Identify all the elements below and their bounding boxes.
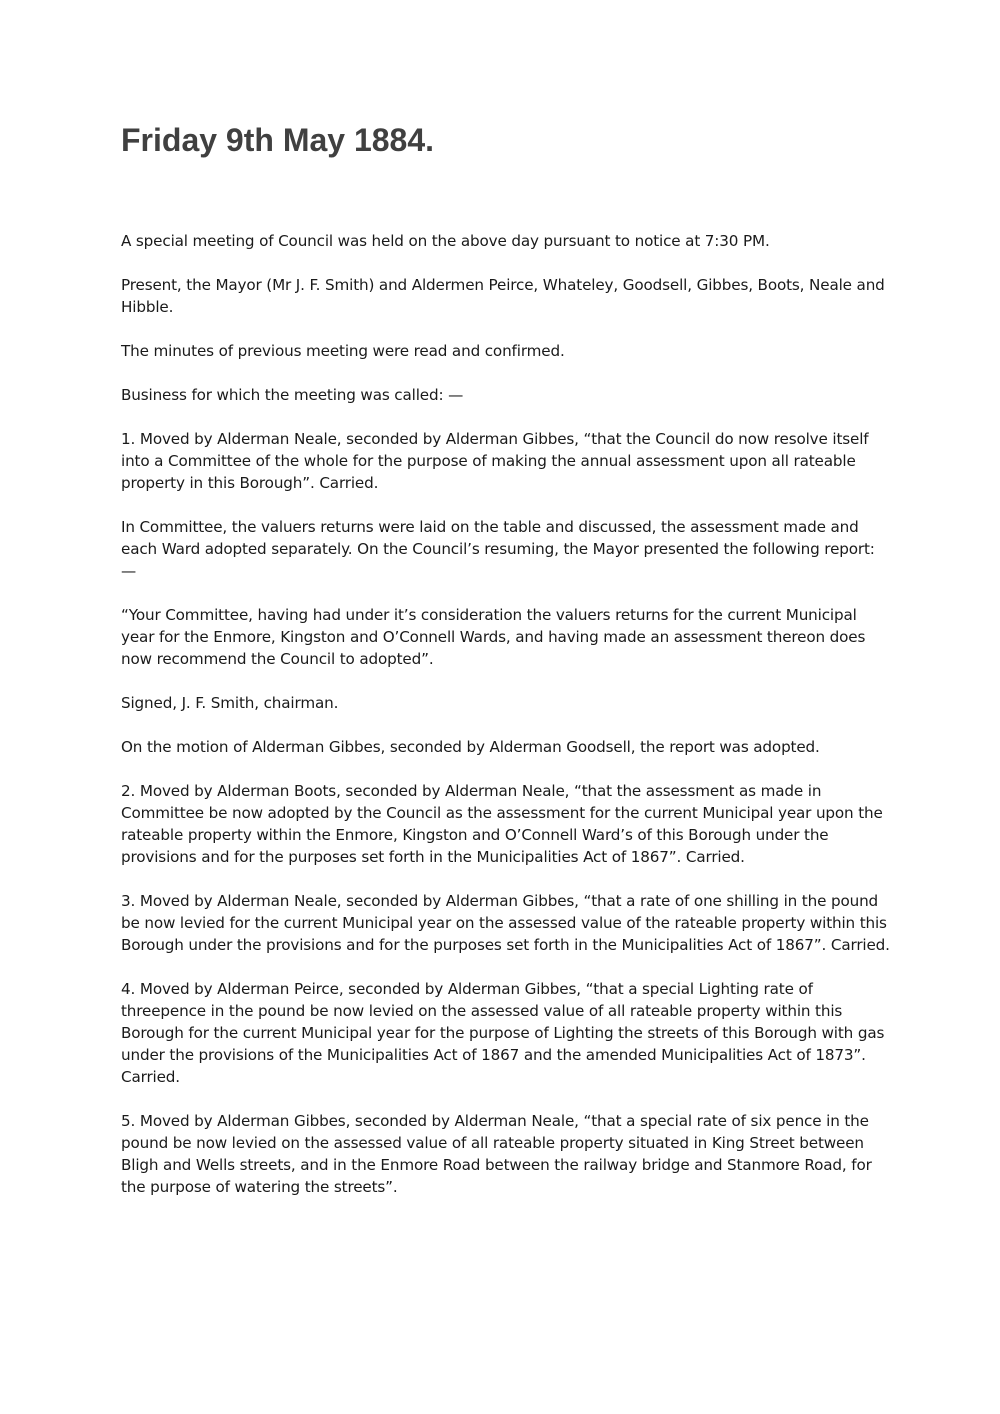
paragraph-motion-2: 2. Moved by Alderman Boots, seconded by Alderman Neale, “that the assessment as made in Committee be now adopted by the Council as the assessment for the current Municipal year upon the rateable property within the Enmore, Kingston and O’Connell Ward’s of this Borough under the provisions and for the purposes set forth in the Municipalities Act of 1867”. Carried. bbox=[121, 782, 883, 866]
paragraph-motion-5: 5. Moved by Alderman Gibbes, seconded by Alderman Neale, “that a special rate of six pence in the pound be now levied on the assessed value of all rateable property situated in King Street between Bligh and Wells streets, and in the Enmore Road between the railway bridge and Stanmore Road, for the purpose of watering the streets”. bbox=[121, 1112, 872, 1196]
page-title: Friday 9th May 1884. bbox=[121, 122, 435, 158]
paragraph-meeting-notice: A special meeting of Council was held on the above day pursuant to notice at 7:30 PM. bbox=[121, 232, 770, 250]
paragraph-report-adopted: On the motion of Alderman Gibbes, seconded by Alderman Goodsell, the report was adopted. bbox=[121, 738, 820, 756]
paragraph-committee: In Committee, the valuers returns were laid on the table and discussed, the assessment made and each Ward adopted separately. On the Council’s resuming, the Mayor presented the following report: — bbox=[121, 518, 875, 580]
paragraph-attendance: Present, the Mayor (Mr J. F. Smith) and Aldermen Peirce, Whateley, Goodsell, Gibbes, Boots, Neale and Hibble. bbox=[121, 276, 885, 316]
paragraph-business-heading: Business for which the meeting was called: — bbox=[121, 386, 464, 404]
paragraph-minutes-confirmed: The minutes of previous meeting were read and confirmed. bbox=[121, 342, 565, 360]
minutes-body bbox=[121, 230, 891, 1220]
paragraph-committee-report: “Your Committee, having had under it’s consideration the valuers returns for the current Municipal year for the Enmore, Kingston and O’Connell Wards, and having made an assessment thereon does now recommend the Council to adopted”. bbox=[121, 606, 866, 668]
paragraph-motion-1: 1. Moved by Alderman Neale, seconded by Alderman Gibbes, “that the Council do now resolve itself into a Committee of the whole for the purpose of making the annual assessment upon all rateable property in this Borough”. Carried. bbox=[121, 430, 869, 492]
paragraph-signature: Signed, J. F. Smith, chairman. bbox=[121, 694, 339, 712]
paragraph-motion-3: 3. Moved by Alderman Neale, seconded by Alderman Gibbes, “that a rate of one shilling in the pound be now levied for the current Municipal year on the assessed value of the rateable property within this Borough under the provisions and for the purposes set forth in the Municipalities Act of 1867”. Carried. bbox=[121, 892, 890, 954]
paragraph-motion-4: 4. Moved by Alderman Peirce, seconded by Alderman Gibbes, “that a special Lighting rate of threepence in the pound be now levied on the assessed value of all rateable property within this Borough for the current Municipal year for the purpose of Lighting the streets of this Borough with gas under the provisions of the Municipalities Act of 1867 and the amended Municipalities Act of 1873”. Carried. bbox=[121, 980, 885, 1086]
